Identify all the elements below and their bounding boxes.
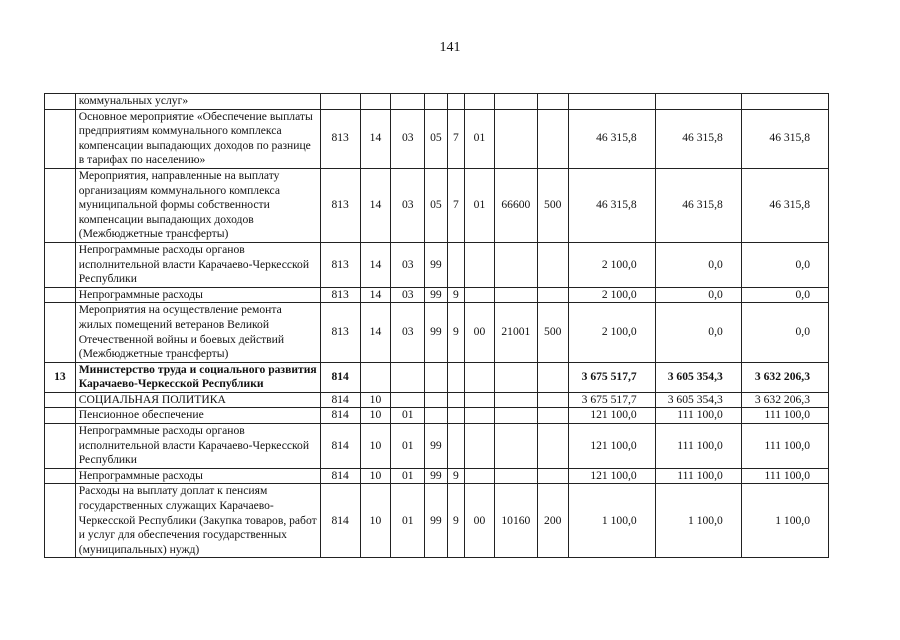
activity-code: [465, 94, 495, 110]
direction-code: [494, 408, 537, 424]
ministry-code: 813: [320, 109, 360, 168]
ministry-code: 814: [320, 424, 360, 469]
ministry-code: [320, 94, 360, 110]
program-code: 99: [425, 303, 448, 362]
amount-year-1: [568, 94, 655, 110]
amount-year-2: 46 315,8: [655, 168, 741, 242]
activity-code: [465, 362, 495, 392]
subprogram-code: 7: [447, 168, 464, 242]
amount-year-3: 111 100,0: [741, 408, 828, 424]
expense-type-code: [537, 94, 568, 110]
subsection-code: 01: [391, 408, 425, 424]
ministry-code: 814: [320, 468, 360, 484]
amount-year-1: 121 100,0: [568, 468, 655, 484]
section-code: 10: [360, 468, 391, 484]
row-name: Расходы на выплату доплат к пенсиям государственных служащих Карачаево-Черкесской Республики (Закупка товаров, работ и услуг для обеспечения государственных (муниципальных) нужд): [75, 484, 320, 558]
section-code: 10: [360, 484, 391, 558]
program-code: 99: [425, 287, 448, 303]
activity-code: [465, 424, 495, 469]
row-number: [45, 392, 76, 408]
subprogram-code: 9: [447, 468, 464, 484]
expense-type-code: 200: [537, 484, 568, 558]
row-number: [45, 303, 76, 362]
subprogram-code: 7: [447, 109, 464, 168]
program-code: [425, 408, 448, 424]
direction-code: [494, 468, 537, 484]
amount-year-2: 3 605 354,3: [655, 392, 741, 408]
amount-year-2: 0,0: [655, 287, 741, 303]
amount-year-3: 0,0: [741, 287, 828, 303]
subprogram-code: [447, 408, 464, 424]
program-code: [425, 94, 448, 110]
expense-type-code: [537, 408, 568, 424]
table-row: [45, 303, 829, 362]
amount-year-2: 46 315,8: [655, 109, 741, 168]
expense-type-code: 500: [537, 168, 568, 242]
direction-code: 66600: [494, 168, 537, 242]
amount-year-3: 46 315,8: [741, 168, 828, 242]
subprogram-code: [447, 242, 464, 287]
amount-year-3: 0,0: [741, 242, 828, 287]
table-row: [45, 242, 829, 287]
amount-year-2: 111 100,0: [655, 468, 741, 484]
expense-type-code: [537, 424, 568, 469]
program-code: 99: [425, 242, 448, 287]
subsection-code: 03: [391, 242, 425, 287]
amount-year-3: 1 100,0: [741, 484, 828, 558]
expense-type-code: [537, 362, 568, 392]
subsection-code: 01: [391, 468, 425, 484]
amount-year-3: 111 100,0: [741, 468, 828, 484]
direction-code: [494, 362, 537, 392]
amount-year-2: 111 100,0: [655, 424, 741, 469]
activity-code: 01: [465, 109, 495, 168]
amount-year-1: 121 100,0: [568, 408, 655, 424]
subprogram-code: [447, 424, 464, 469]
direction-code: 10160: [494, 484, 537, 558]
program-code: 05: [425, 168, 448, 242]
table-row: [45, 109, 829, 168]
subsection-code: [391, 392, 425, 408]
section-code: 14: [360, 168, 391, 242]
direction-code: [494, 424, 537, 469]
expense-type-code: 500: [537, 303, 568, 362]
row-number: [45, 94, 76, 110]
table-row: [45, 287, 829, 303]
activity-code: [465, 468, 495, 484]
section-code: 14: [360, 287, 391, 303]
table-row: [45, 392, 829, 408]
row-name: коммунальных услуг»: [75, 94, 320, 110]
table-row: [45, 168, 829, 242]
amount-year-2: [655, 94, 741, 110]
ministry-code: 814: [320, 408, 360, 424]
subprogram-code: 9: [447, 484, 464, 558]
amount-year-1: 2 100,0: [568, 303, 655, 362]
program-code: 99: [425, 484, 448, 558]
row-name: Мероприятия на осуществление ремонта жилых помещений ветеранов Великой Отечественной войны и боевых действий (Межбюджетные трансферты): [75, 303, 320, 362]
amount-year-1: 46 315,8: [568, 109, 655, 168]
row-name: Непрограммные расходы органов исполнительной власти Карачаево-Черкесской Республики: [75, 424, 320, 469]
budget-table-body: [45, 94, 829, 558]
row-name: Непрограммные расходы: [75, 468, 320, 484]
amount-year-3: [741, 94, 828, 110]
amount-year-2: 3 605 354,3: [655, 362, 741, 392]
subprogram-code: [447, 94, 464, 110]
amount-year-3: 0,0: [741, 303, 828, 362]
expense-type-code: [537, 242, 568, 287]
program-code: 99: [425, 424, 448, 469]
program-code: 99: [425, 468, 448, 484]
program-code: [425, 362, 448, 392]
ministry-code: 814: [320, 392, 360, 408]
row-number: 13: [45, 362, 76, 392]
subsection-code: [391, 94, 425, 110]
direction-code: [494, 94, 537, 110]
row-number: [45, 287, 76, 303]
row-number: [45, 408, 76, 424]
row-number: [45, 424, 76, 469]
row-number: [45, 468, 76, 484]
activity-code: [465, 242, 495, 287]
amount-year-3: 111 100,0: [741, 424, 828, 469]
amount-year-1: 2 100,0: [568, 287, 655, 303]
expense-type-code: [537, 468, 568, 484]
direction-code: 21001: [494, 303, 537, 362]
amount-year-1: 46 315,8: [568, 168, 655, 242]
table-row: [45, 94, 829, 110]
direction-code: [494, 287, 537, 303]
row-name: Непрограммные расходы органов исполнительной власти Карачаево-Черкесской Республики: [75, 242, 320, 287]
section-code: [360, 362, 391, 392]
table-row: [45, 484, 829, 558]
subsection-code: [391, 362, 425, 392]
section-code: 14: [360, 242, 391, 287]
amount-year-2: 0,0: [655, 303, 741, 362]
ministry-code: 813: [320, 303, 360, 362]
activity-code: 00: [465, 484, 495, 558]
ministry-code: 813: [320, 168, 360, 242]
amount-year-2: 1 100,0: [655, 484, 741, 558]
row-name: СОЦИАЛЬНАЯ ПОЛИТИКА: [75, 392, 320, 408]
subprogram-code: 9: [447, 303, 464, 362]
expense-type-code: [537, 287, 568, 303]
row-number: [45, 242, 76, 287]
activity-code: 00: [465, 303, 495, 362]
amount-year-3: 46 315,8: [741, 109, 828, 168]
ministry-code: 814: [320, 362, 360, 392]
section-code: 14: [360, 109, 391, 168]
expense-type-code: [537, 392, 568, 408]
amount-year-3: 3 632 206,3: [741, 392, 828, 408]
row-name: Министерство труда и социального развития Карачаево-Черкесской Республики: [75, 362, 320, 392]
section-code: 10: [360, 392, 391, 408]
activity-code: [465, 392, 495, 408]
row-name: Непрограммные расходы: [75, 287, 320, 303]
ministry-code: 813: [320, 242, 360, 287]
amount-year-1: 3 675 517,7: [568, 392, 655, 408]
amount-year-2: 0,0: [655, 242, 741, 287]
amount-year-1: 1 100,0: [568, 484, 655, 558]
subsection-code: 03: [391, 303, 425, 362]
subprogram-code: 9: [447, 287, 464, 303]
row-number: [45, 484, 76, 558]
row-name: Пенсионное обеспечение: [75, 408, 320, 424]
table-row: [45, 424, 829, 469]
activity-code: [465, 287, 495, 303]
program-code: 05: [425, 109, 448, 168]
subsection-code: 03: [391, 287, 425, 303]
direction-code: [494, 242, 537, 287]
row-number: [45, 168, 76, 242]
direction-code: [494, 392, 537, 408]
row-name: Мероприятия, направленные на выплату организациям коммунального комплекса муниципальной формы собственности компенсации выпадающих доходов (Межбюджетные трансферты): [75, 168, 320, 242]
subsection-code: 03: [391, 168, 425, 242]
subprogram-code: [447, 392, 464, 408]
table-row: [45, 468, 829, 484]
activity-code: [465, 408, 495, 424]
ministry-code: 814: [320, 484, 360, 558]
subprogram-code: [447, 362, 464, 392]
amount-year-2: 111 100,0: [655, 408, 741, 424]
subsection-code: 01: [391, 484, 425, 558]
amount-year-1: 121 100,0: [568, 424, 655, 469]
amount-year-1: 2 100,0: [568, 242, 655, 287]
section-code: 14: [360, 303, 391, 362]
activity-code: 01: [465, 168, 495, 242]
row-name: Основное мероприятие «Обеспечение выплаты предприятиям коммунального комплекса компенсации выпадающих доходов по разнице в тарифах по населению»: [75, 109, 320, 168]
direction-code: [494, 109, 537, 168]
table-row: [45, 362, 829, 392]
program-code: [425, 392, 448, 408]
section-code: [360, 94, 391, 110]
amount-year-1: 3 675 517,7: [568, 362, 655, 392]
amount-year-3: 3 632 206,3: [741, 362, 828, 392]
table-row: [45, 408, 829, 424]
expense-type-code: [537, 109, 568, 168]
row-number: [45, 109, 76, 168]
section-code: 10: [360, 408, 391, 424]
subsection-code: 03: [391, 109, 425, 168]
ministry-code: 813: [320, 287, 360, 303]
section-code: 10: [360, 424, 391, 469]
page-number: 141: [439, 40, 461, 55]
budget-table: [44, 93, 829, 558]
subsection-code: 01: [391, 424, 425, 469]
